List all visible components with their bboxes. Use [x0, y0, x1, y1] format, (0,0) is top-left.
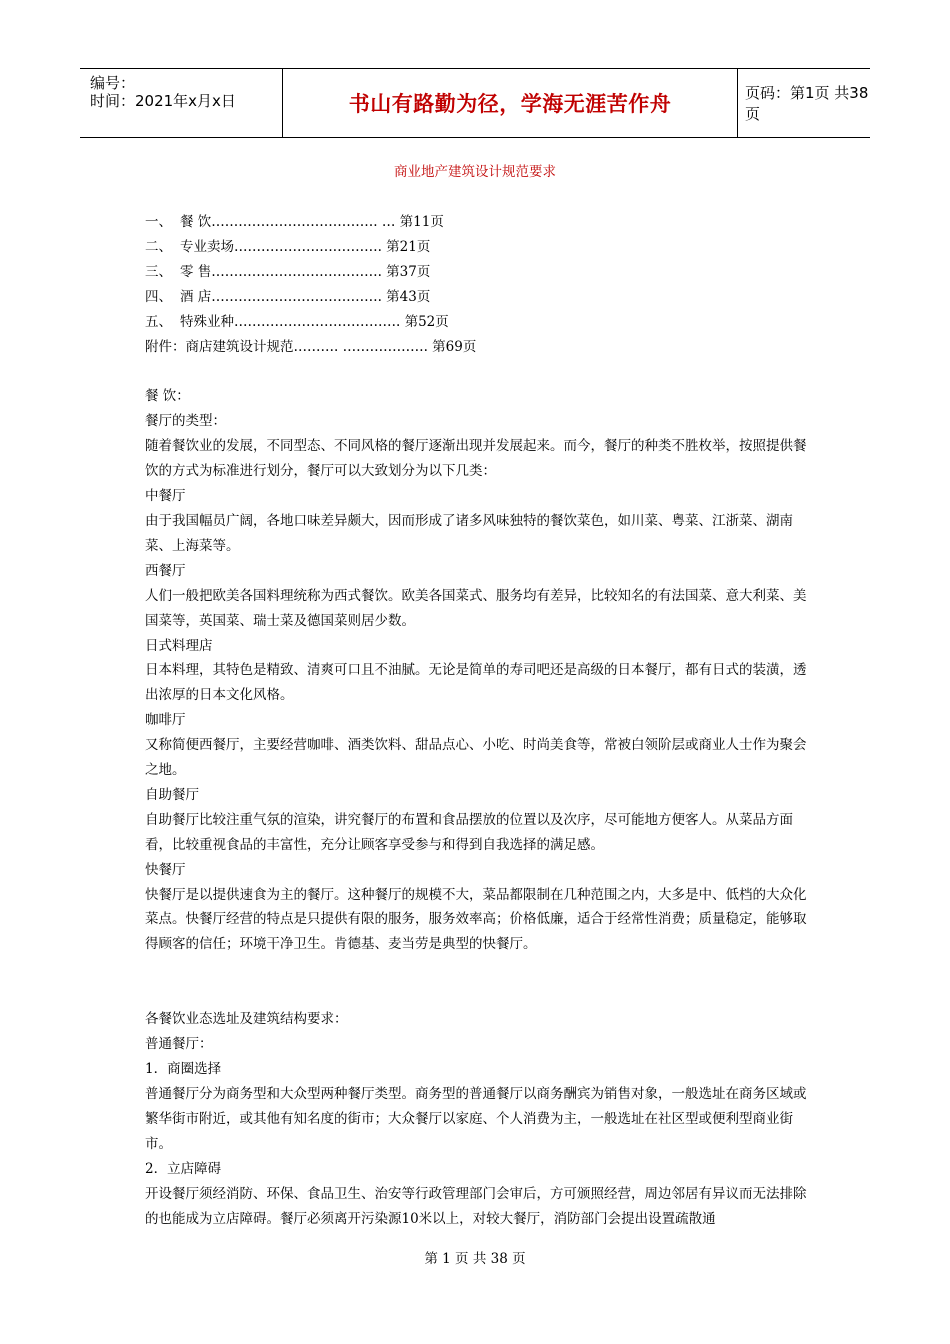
- category-title: 自助餐厅: [145, 786, 199, 803]
- toc-text: 特殊业种………………………………. 第52页: [180, 313, 449, 330]
- toc-text: 专业卖场……………….….………. 第21页: [180, 238, 431, 255]
- paragraph: 随着餐饮业的发展，不同型态、不同风格的餐厅逐渐出现并发展起来。而今，餐厅的种类不胜枚举，按照提供餐饮的方式为标准进行划分，餐厅可以大致划分为以下几类：: [145, 438, 807, 480]
- section-heading: 各餐饮业态选址及建筑结构要求：: [145, 1011, 348, 1028]
- category-title: 日式料理店: [145, 637, 213, 654]
- paragraph: 由于我国幅员广阔，各地口味差异颇大，因而形成了诸多风味独特的餐饮菜色，如川菜、粤菜、江浙菜、湖南菜、上海菜等。: [145, 512, 793, 554]
- category-title: 中餐厅: [145, 488, 186, 505]
- paragraph: 又称简便西餐厅，主要经营咖啡、酒类饮料、甜品点心、小吃、时尚美食等，常被白领阶层或商业人士作为聚会之地。: [145, 737, 807, 779]
- category-title: 西餐厅: [145, 562, 186, 579]
- toc-item: [145, 235, 810, 260]
- category-title: 快餐厅: [145, 861, 186, 878]
- paragraph: 快餐厅是以提供速食为主的餐厅。这种餐厅的规模不大，菜品都限制在几种范围之内，大多是中、低档的大众化菜点。快餐厅经营的特点是只提供有限的服务，服务效率高；价格低廉，适合于经常性消费；质量稳定，能够取得顾客的信任；环境干净卫生。肯德基、麦当劳是典型的快餐厅。: [145, 886, 807, 953]
- toc-item: [145, 310, 810, 335]
- paragraph: 日本料理，其特色是精致、清爽可口且不油腻。无论是简单的寿司吧还是高级的日本餐厅，都有日式的装潢，透出浓厚的日本文化风格。: [145, 662, 807, 704]
- item-title: 1．商圈选择: [145, 1061, 222, 1078]
- toc-item: [145, 285, 810, 310]
- subsection-heading: 普通餐厅：: [145, 1036, 213, 1053]
- category-title: 咖啡厅: [145, 712, 186, 729]
- page-footer: 第 1 页 共 38 页: [424, 1251, 526, 1267]
- header-motto: 书山有路勤为径，学海无涯苦作舟: [348, 92, 672, 116]
- document-body: [145, 210, 810, 1231]
- header-page-cell: [737, 69, 870, 137]
- paragraph: 开设餐厅须经消防、环保、食品卫生、治安等行政管理部门会审后，方可颁照经营，周边邻居有异议而无法排除的也能成为立店障碍。餐厅必须离开污染源10米以上，对较大餐厅，消防部门会提出设置疏散通: [145, 1185, 807, 1227]
- header-motto-cell: [282, 69, 738, 137]
- date-label: 时间：2021年x月x日: [90, 92, 236, 110]
- toc-appendix: 附件：商店建筑设计规范………. ………………. 第69页: [145, 338, 477, 355]
- section-heading: 餐 饮：: [145, 388, 190, 405]
- spacer: [145, 957, 810, 1007]
- spacer: [145, 359, 810, 384]
- item-title: 2．立店障碍: [145, 1160, 222, 1177]
- code-label: 编号：: [90, 74, 136, 92]
- toc-number: 二、: [145, 238, 172, 255]
- page-header: [80, 68, 870, 138]
- toc-number: 四、: [145, 288, 172, 305]
- toc-text: 酒 店………………………….……. 第43页: [180, 288, 431, 305]
- toc-number: 一、: [145, 214, 172, 230]
- paragraph: 普通餐厅分为商务型和大众型两种餐厅类型。商务型的普通餐厅以商务酬宾为销售对象，一般选址在商务区域或繁华街市附近，或其他有知名度的街市；大众餐厅以家庭、个人消费为主，一般选址在社区型或便利型商业街市。: [145, 1086, 807, 1152]
- subsection-heading: 餐厅的类型：: [145, 413, 226, 430]
- document-title: 商业地产建筑设计规范要求: [394, 164, 556, 180]
- toc-text: 餐 饮………………………………. … 第11页: [180, 214, 444, 230]
- header-page-code: 页码：第1页 共38页: [745, 84, 869, 123]
- toc-item: [145, 210, 810, 235]
- paragraph: 自助餐厅比较注重气氛的渲染，讲究餐厅的布置和食品摆放的位置以及次序，尽可能地方便客人。从菜品方面看，比较重视食品的丰富性，充分让顾客享受参与和得到自我选择的满足感。: [145, 811, 793, 853]
- table-of-contents: [145, 210, 810, 359]
- toc-number: 五、: [145, 313, 172, 330]
- paragraph: 人们一般把欧美各国料理统称为西式餐饮。欧美各国菜式、服务均有差异，比较知名的有法国菜、意大利菜、美国菜等，英国菜、瑞士菜及德国菜则居少数。: [145, 587, 807, 629]
- toc-item: [145, 260, 810, 285]
- toc-number: 三、: [145, 263, 172, 280]
- toc-text: 零 售…………………….…………. 第37页: [180, 263, 431, 280]
- header-meta: [80, 69, 282, 137]
